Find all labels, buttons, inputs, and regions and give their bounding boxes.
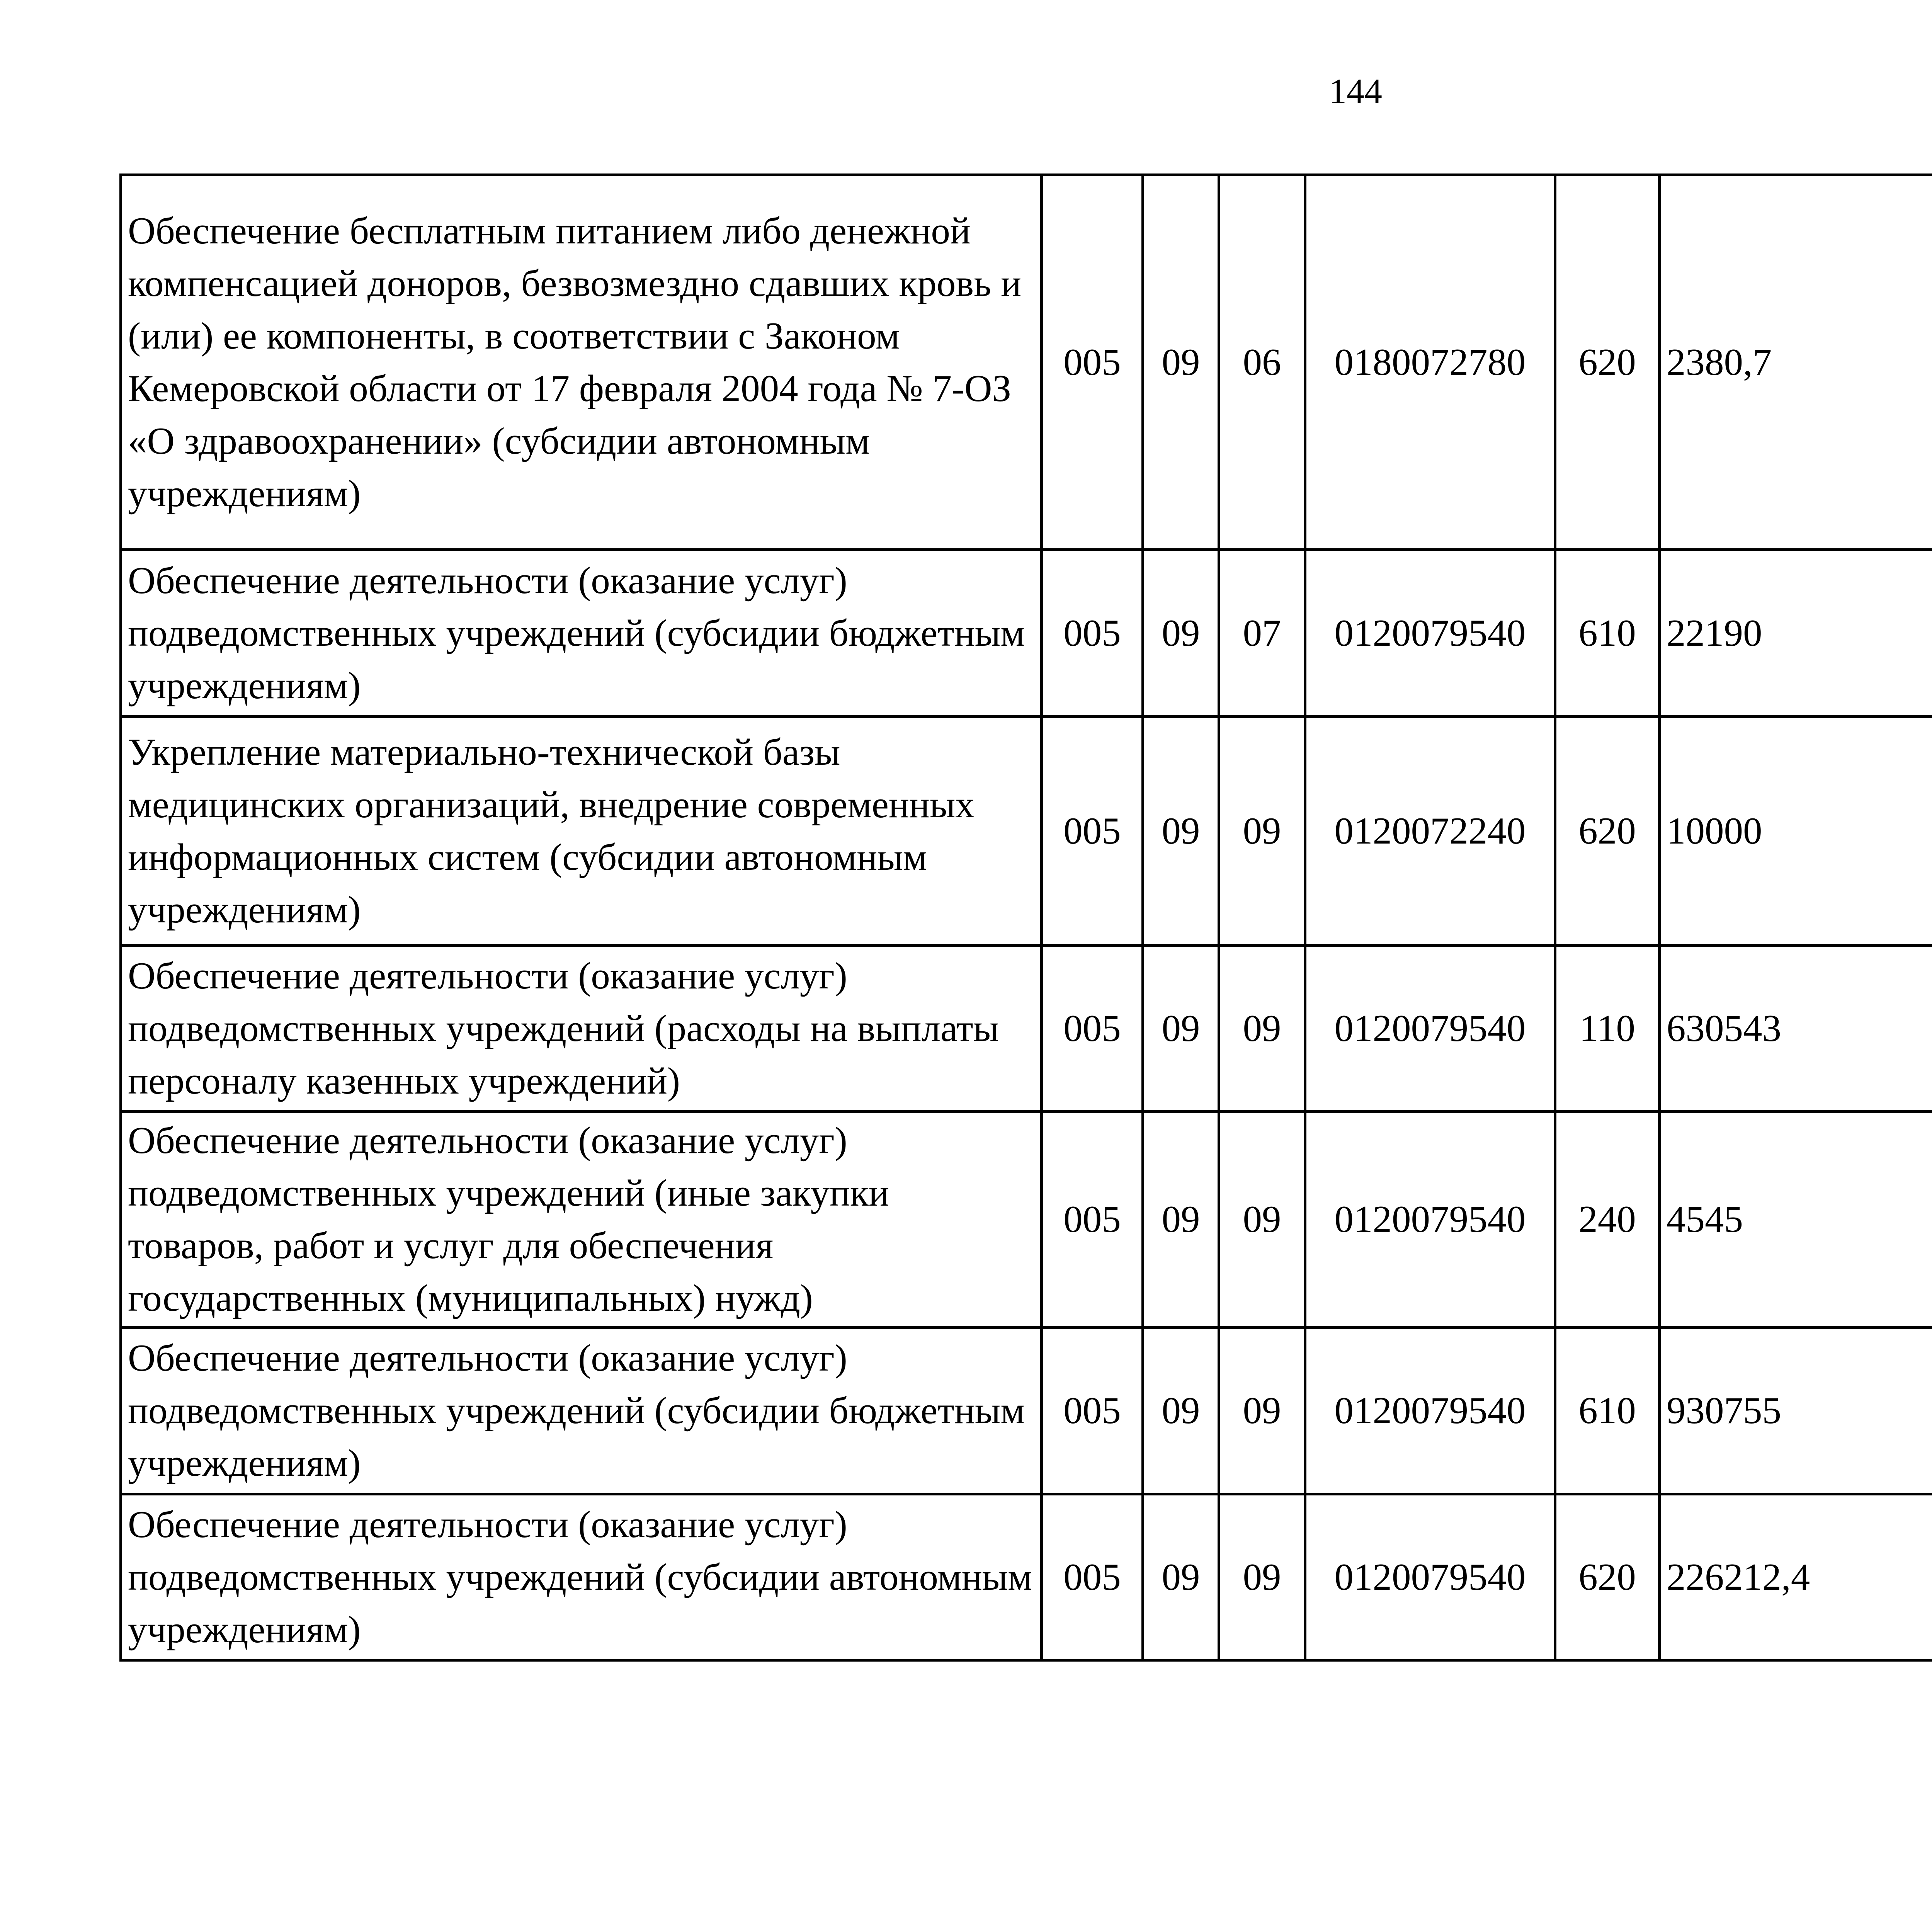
amount-year-1-cell: 2380,7: [1660, 175, 1932, 550]
section-code-cell: 09: [1143, 946, 1219, 1112]
expense-type-code-cell: 110: [1555, 946, 1660, 1112]
expense-name-cell: Обеспечение деятельности (оказание услуг) подведомственных учреждений (субсидии автономным учреждениям): [121, 1494, 1042, 1660]
amount-year-1-cell: 226212,4: [1660, 1494, 1932, 1660]
table-row: [121, 1328, 1932, 1494]
page-number: 144: [1329, 71, 1382, 111]
expense-name-cell: Укрепление материально-технической базы медицинских организаций, внедрение современных информационных систем (субсидии автономным учреждениям): [121, 717, 1042, 946]
amount-year-1-cell: 22190: [1660, 550, 1932, 717]
section-code-cell: 09: [1143, 1494, 1219, 1660]
section-code-cell: 09: [1143, 717, 1219, 946]
expense-name-cell: Обеспечение деятельности (оказание услуг) подведомственных учреждений (субсидии бюджетным учреждениям): [121, 1328, 1042, 1494]
section-code-cell: 09: [1143, 175, 1219, 550]
target-article-code-cell: 0120079540: [1305, 550, 1555, 717]
target-article-code-cell: 0120079540: [1305, 1494, 1555, 1660]
expense-type-code-cell: 620: [1555, 1494, 1660, 1660]
table-row: [121, 717, 1932, 946]
target-article-code-cell: 0120079540: [1305, 1112, 1555, 1328]
table-row: [121, 1494, 1932, 1660]
table-row: [121, 550, 1932, 717]
expense-type-code-cell: 610: [1555, 550, 1660, 717]
expense-type-code-cell: 240: [1555, 1112, 1660, 1328]
grbs-code-cell: 005: [1042, 1112, 1143, 1328]
expense-name-cell: Обеспечение деятельности (оказание услуг) подведомственных учреждений (расходы на выплаты персоналу казенных учреждений): [121, 946, 1042, 1112]
table-body: [121, 175, 1932, 1660]
subsection-code-cell: 09: [1219, 1328, 1305, 1494]
target-article-code-cell: 0120072240: [1305, 717, 1555, 946]
amount-year-1-cell: 630543: [1660, 946, 1932, 1112]
target-article-code-cell: 0180072780: [1305, 175, 1555, 550]
table-row: [121, 1112, 1932, 1328]
amount-year-1-cell: 4545: [1660, 1112, 1932, 1328]
subsection-code-cell: 06: [1219, 175, 1305, 550]
amount-year-1-cell: 930755: [1660, 1328, 1932, 1494]
section-code-cell: 09: [1143, 550, 1219, 717]
grbs-code-cell: 005: [1042, 550, 1143, 717]
expense-type-code-cell: 620: [1555, 717, 1660, 946]
subsection-code-cell: 09: [1219, 946, 1305, 1112]
subsection-code-cell: 09: [1219, 1494, 1305, 1660]
expense-type-code-cell: 620: [1555, 175, 1660, 550]
expense-name-cell: Обеспечение деятельности (оказание услуг) подведомственных учреждений (субсидии бюджетным учреждениям): [121, 550, 1042, 717]
subsection-code-cell: 07: [1219, 550, 1305, 717]
subsection-code-cell: 09: [1219, 1112, 1305, 1328]
table-row: [121, 175, 1932, 550]
amount-year-1-cell: 10000: [1660, 717, 1932, 946]
expense-type-code-cell: 610: [1555, 1328, 1660, 1494]
table-row: [121, 946, 1932, 1112]
grbs-code-cell: 005: [1042, 175, 1143, 550]
target-article-code-cell: 0120079540: [1305, 1328, 1555, 1494]
grbs-code-cell: 005: [1042, 1328, 1143, 1494]
grbs-code-cell: 005: [1042, 1494, 1143, 1660]
subsection-code-cell: 09: [1219, 717, 1305, 946]
target-article-code-cell: 0120079540: [1305, 946, 1555, 1112]
section-code-cell: 09: [1143, 1112, 1219, 1328]
expense-name-cell: Обеспечение деятельности (оказание услуг) подведомственных учреждений (иные закупки товаров, работ и услуг для обеспечения государственных (муниципальных) нужд): [121, 1112, 1042, 1328]
expense-name-cell: Обеспечение бесплатным питанием либо денежной компенсацией доноров, безвозмездно сдавших кровь и (или) ее компоненты, в соответствии с Законом Кемеровской области от 17 февраля 2004 года № 7-ОЗ «О здравоохранении» (субсидии автономным учреждениям): [121, 175, 1042, 550]
budget-table: [119, 173, 1932, 1662]
grbs-code-cell: 005: [1042, 717, 1143, 946]
section-code-cell: 09: [1143, 1328, 1219, 1494]
grbs-code-cell: 005: [1042, 946, 1143, 1112]
